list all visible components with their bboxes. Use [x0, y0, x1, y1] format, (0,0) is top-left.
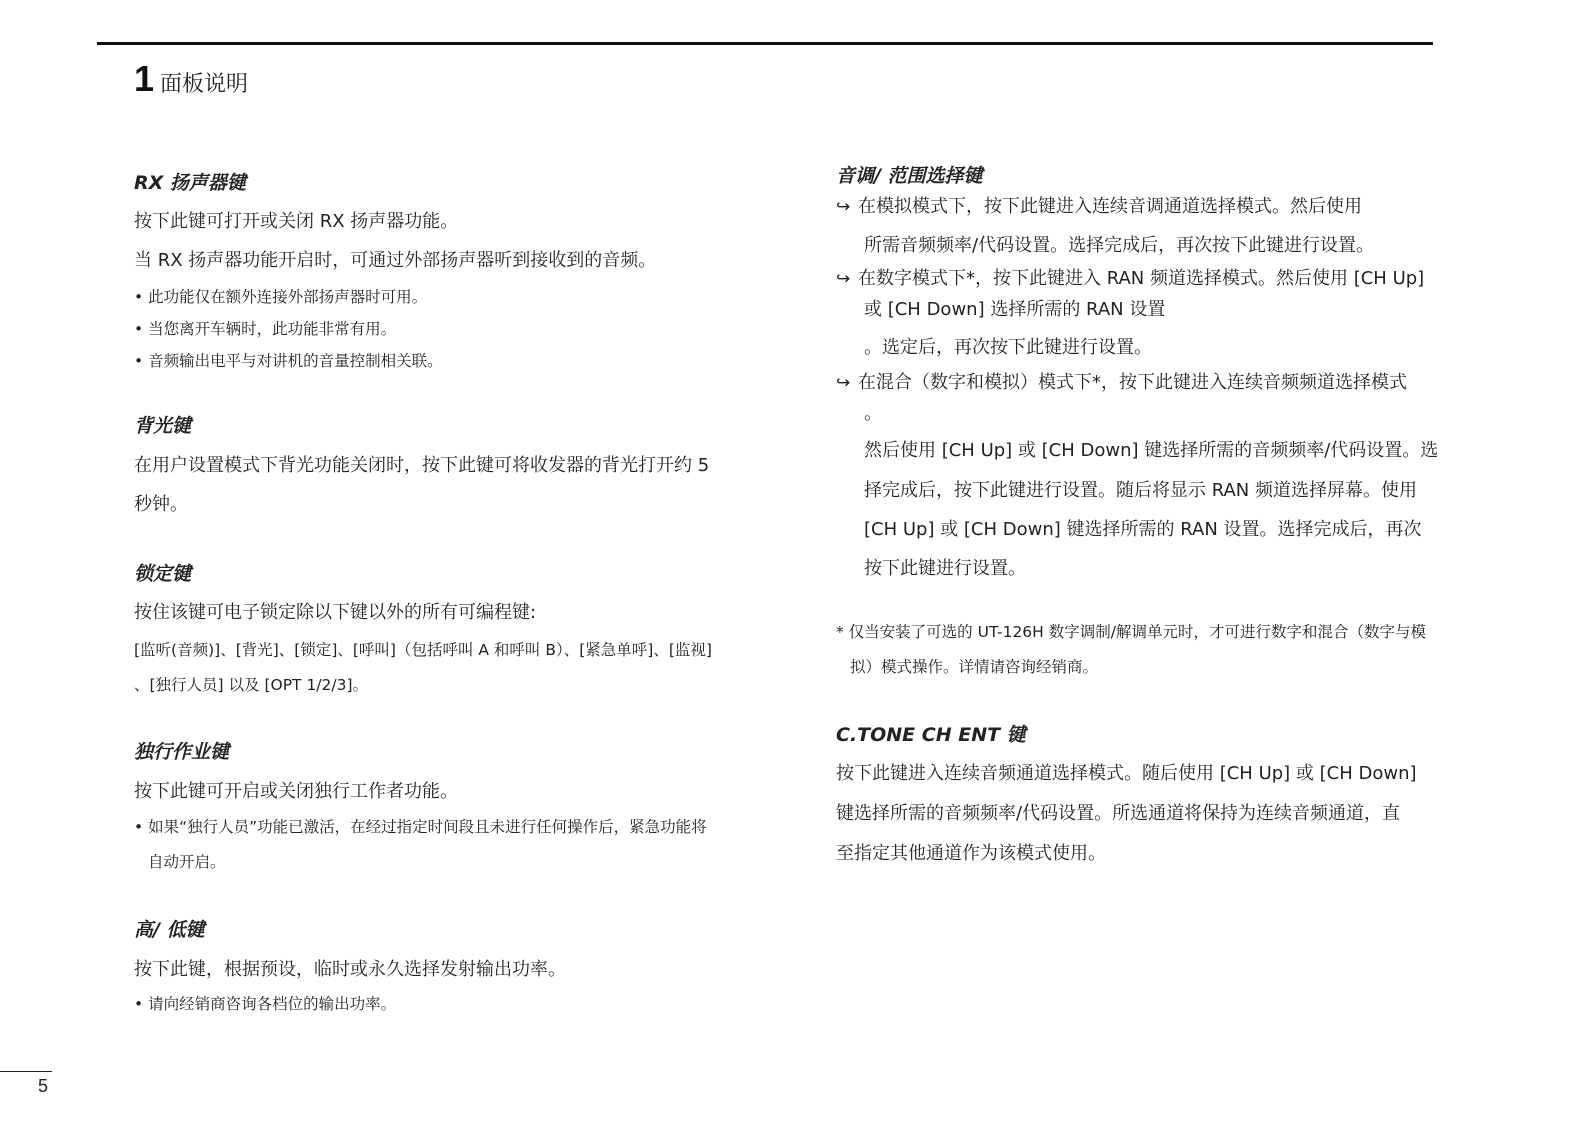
page-rule [0, 1071, 52, 1072]
tone-scope-line: 所需音频频率/代码设置。选择完成后，再次按下此键进行设置。 [864, 235, 1375, 256]
footnote-line: 拟）模式操作。详情请咨询经销商。 [850, 658, 1099, 676]
tone-scope-line: 然后使用 [CH Up] 或 [CH Down] 键选择所需的音频频率/代码设置。选 [864, 440, 1439, 461]
top-rule [97, 42, 1433, 45]
high-low-bullet: • 请向经销商咨询各档位的输出功率。 [134, 995, 397, 1013]
arrow-icon: ↪ [836, 269, 851, 289]
lone-worker-line: 按下此键可开启或关闭独行工作者功能。 [134, 781, 458, 802]
tone-scope-item [836, 264, 1424, 290]
tone-scope-item [836, 192, 1362, 218]
rx-speaker-title: RX 扬声器键 [134, 172, 246, 194]
arrow-icon: ↪ [836, 373, 851, 393]
tone-scope-line: [CH Up] 或 [CH Down] 键选择所需的 RAN 设置。选择完成后，再次 [864, 519, 1422, 540]
arrow-icon: ↪ [836, 197, 851, 217]
backlight-line: 在用户设置模式下背光功能关闭时，按下此键可将收发器的背光打开约 5 [134, 455, 710, 476]
ctone-line: 至指定其他通道作为该模式使用。 [836, 843, 1106, 864]
tone-scope-line: 。选定后，再次按下此键进行设置。 [864, 337, 1152, 358]
rx-speaker-line: 当 RX 扬声器功能开启时，可通过外部扬声器听到接收到的音频。 [134, 250, 657, 271]
high-low-line: 按下此键，根据预设，临时或永久选择发射输出功率。 [134, 959, 566, 980]
ctone-line: 键选择所需的音频频率/代码设置。所选通道将保持为连续音频通道，直 [836, 803, 1401, 824]
chapter-title: 面板说明 [160, 72, 249, 97]
tone-scope-text: 在混合（数字和模拟）模式下*，按下此键进入连续音频频道选择模式 [858, 372, 1407, 393]
ctone-title: C.TONE CH ENT 键 [836, 724, 1026, 746]
high-low-title: 高/ 低键 [134, 919, 205, 941]
tone-scope-text: 在模拟模式下，按下此键进入连续音调通道选择模式。然后使用 [858, 196, 1362, 217]
lock-line: [监听(音频)]、[背光]、[锁定]、[呼叫]（包括呼叫 A 和呼叫 B）、[紧急单呼]、[监视] [134, 641, 712, 659]
lone-worker-title: 独行作业键 [134, 741, 230, 763]
lock-line: 、[独行人员] 以及 [OPT 1/2/3]。 [134, 676, 369, 694]
lock-line: 按住该键可电子锁定除以下键以外的所有可编程键: [134, 602, 537, 623]
tone-scope-title: 音调/ 范围选择键 [836, 165, 983, 187]
rx-speaker-bullet: • 音频输出电平与对讲机的音量控制相关联。 [134, 352, 443, 370]
lock-title: 锁定键 [134, 563, 192, 585]
page-number: 5 [38, 1076, 49, 1096]
tone-scope-line: 。 [864, 403, 882, 424]
chapter-number: 1 [134, 58, 155, 99]
backlight-line: 秒钟。 [134, 494, 188, 515]
lone-worker-bullet: • 如果“独行人员”功能已激活，在经过指定时间段且未进行任何操作后，紧急功能将 [134, 818, 707, 836]
rx-speaker-line: 按下此键可打开或关闭 RX 扬声器功能。 [134, 211, 459, 232]
tone-scope-line: 择完成后，按下此键进行设置。随后将显示 RAN 频道选择屏幕。使用 [864, 480, 1417, 501]
ctone-line: 按下此键进入连续音频通道选择模式。随后使用 [CH Up] 或 [CH Down] [836, 763, 1417, 784]
rx-speaker-bullet: • 当您离开车辆时，此功能非常有用。 [134, 320, 397, 338]
tone-scope-line: 或 [CH Down] 选择所需的 RAN 设置 [864, 299, 1166, 320]
tone-scope-text: 在数字模式下*，按下此键进入 RAN 频道选择模式。然后使用 [CH Up] [858, 268, 1425, 289]
footnote-line: * 仅当安装了可选的 UT-126H 数字调制/解调单元时，才可进行数字和混合（数字与模 [836, 623, 1426, 641]
chapter-heading [134, 58, 248, 100]
tone-scope-line: 按下此键进行设置。 [864, 558, 1026, 579]
backlight-title: 背光键 [134, 415, 192, 437]
tone-scope-item [836, 368, 1407, 394]
lone-worker-bullet: 自动开启。 [148, 853, 226, 871]
rx-speaker-bullet: • 此功能仅在额外连接外部扬声器时可用。 [134, 288, 428, 306]
